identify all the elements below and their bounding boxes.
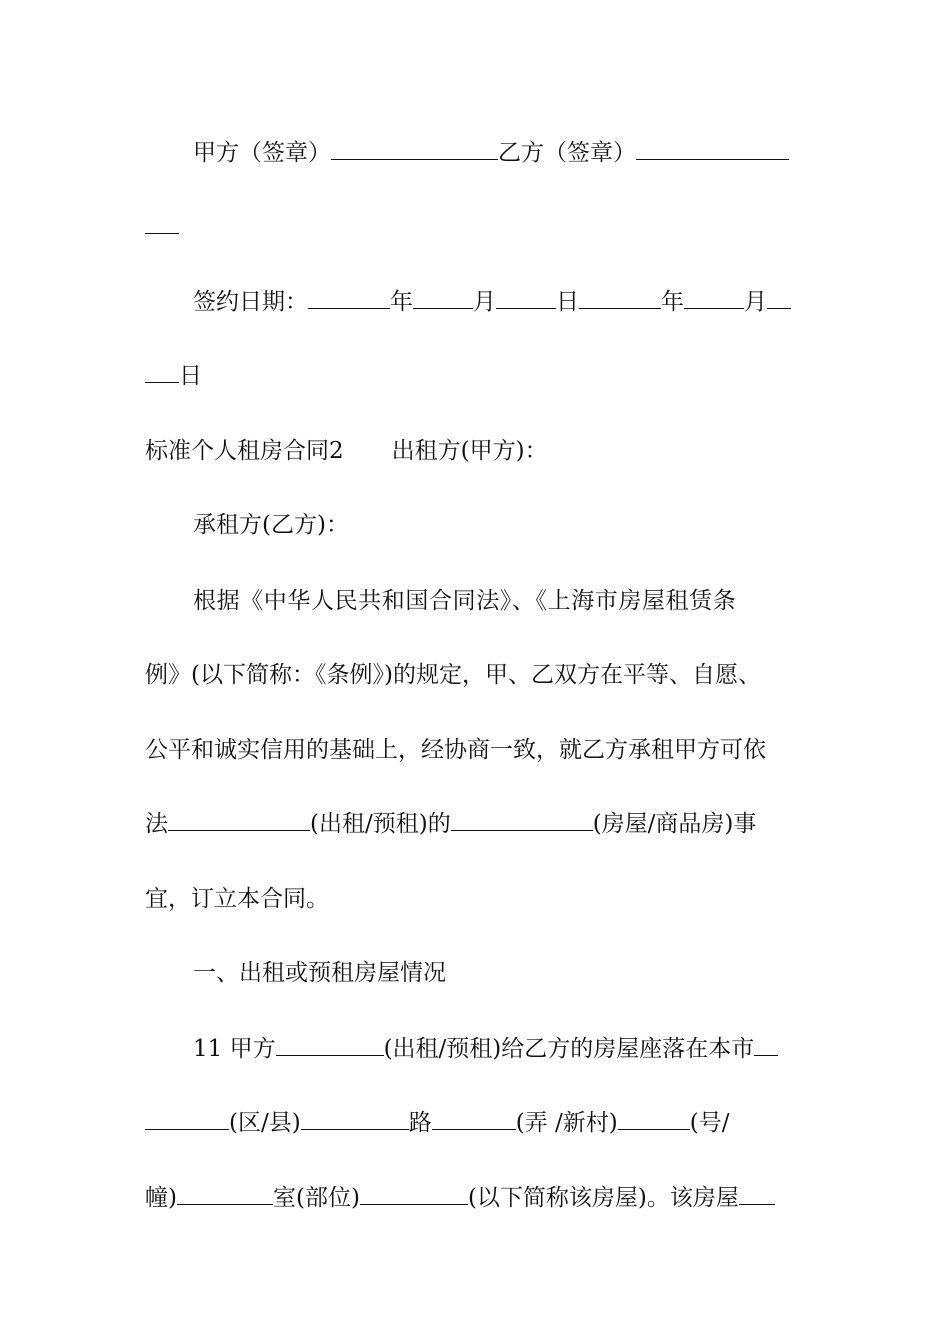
property-blank <box>739 1186 775 1205</box>
day-blank-1 <box>496 290 556 309</box>
signature-line <box>193 138 815 168</box>
lessor-label: 出租方(甲方)： <box>391 438 548 464</box>
month-label-2: 月 <box>744 289 767 315</box>
party-b-sign-blank-cont <box>145 215 179 234</box>
clause-rent-blank <box>276 1037 384 1056</box>
preamble-line-3: 公平和诚实信用的基础上，经协商一致，就乙方承租甲方可依 <box>145 737 766 763</box>
sign-date-label: 签约日期： <box>193 289 308 315</box>
month-blank-2 <box>684 290 744 309</box>
clause-1-1-start: 11 甲方 <box>193 1036 276 1062</box>
day-label-1: 日 <box>556 289 579 315</box>
building-blank <box>177 1186 273 1205</box>
clause-1-1-line-2 <box>145 1108 815 1138</box>
clause-1-1-line-1 <box>193 1034 815 1064</box>
preamble-line-4 <box>145 809 815 839</box>
property-type-option: (房屋/商品房)事 <box>592 811 757 837</box>
location-blank <box>360 1186 468 1205</box>
day-blank-2-cont <box>145 364 179 383</box>
preamble-line4-start: 法 <box>145 811 168 837</box>
lessee-line <box>193 510 815 540</box>
clause-1-1-mid: (出租/预租)给乙方的房屋座落在本市 <box>383 1036 755 1062</box>
signature-line-wrap <box>145 212 815 242</box>
clause-1-1-tail: (以下简称该房屋)。该房屋 <box>467 1185 739 1211</box>
year-blank-1 <box>308 290 390 309</box>
year-label-2: 年 <box>661 289 684 315</box>
day-label-2: 日 <box>179 363 202 389</box>
property-type-blank <box>451 812 593 831</box>
lane-label: (弄 /新村) <box>515 1110 618 1136</box>
sign-date-line-wrap <box>145 361 815 391</box>
preamble-line-1: 根据《中华人民共和国合同法》、《上海市房屋租赁条 <box>193 588 737 614</box>
year-blank-2 <box>579 290 661 309</box>
district-label: (区/县) <box>229 1110 301 1136</box>
road-label: 路 <box>408 1110 432 1136</box>
number-label: (号/ <box>689 1110 730 1136</box>
month-label-1: 月 <box>473 289 496 315</box>
room-label: 室(部位) <box>272 1185 360 1211</box>
day-blank-2 <box>767 290 791 309</box>
section-1-heading: 一、出租或预租房屋情况 <box>193 960 446 986</box>
lane-blank <box>432 1111 516 1130</box>
building-label: 幢) <box>145 1185 177 1211</box>
party-b-sign-blank <box>636 141 789 160</box>
number-blank <box>618 1111 690 1130</box>
party-a-sign-label: 甲方（签章） <box>193 140 331 166</box>
rent-type-option: (出租/预租)的 <box>310 811 451 837</box>
lessee-label: 承租方(乙方)： <box>193 512 349 538</box>
clause-1-1-line-3 <box>145 1183 815 1213</box>
month-blank-1 <box>413 290 473 309</box>
party-a-sign-blank <box>331 141 498 160</box>
rent-type-blank <box>168 812 310 831</box>
preamble-line-2: 例》(以下简称：《条例》)的规定，甲、乙双方在平等、自愿、 <box>145 662 761 688</box>
sign-date-line <box>193 287 815 317</box>
contract-title: 标准个人租房合同2 <box>145 438 344 464</box>
preamble-line-5: 宜，订立本合同。 <box>145 886 329 912</box>
year-label-1: 年 <box>390 289 413 315</box>
city-blank-cont <box>145 1111 229 1130</box>
party-b-sign-label: 乙方（签章） <box>498 140 636 166</box>
road-blank <box>301 1111 409 1130</box>
city-blank <box>754 1037 778 1056</box>
title-line <box>145 436 815 466</box>
